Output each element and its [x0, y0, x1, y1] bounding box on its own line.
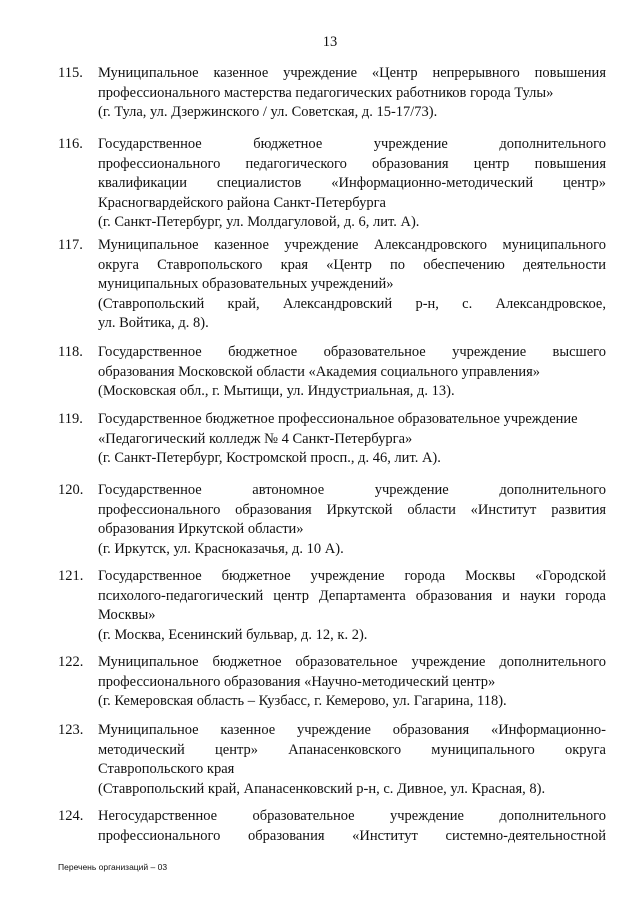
entry-line: Муниципальное казенное учреждение «Центр непрерывного повышения [98, 65, 606, 81]
entry-number: 115. [58, 65, 83, 81]
entry-line: Ставропольского края [98, 761, 235, 777]
entry-number: 124. [58, 808, 84, 824]
entry-line: Государственное автономное учреждение дополнительного [98, 482, 606, 498]
entry-line: (г. Санкт-Петербург, ул. Молдагуловой, д. 6, лит. А). [98, 214, 420, 230]
entry-line: профессионального педагогического образования центр повышения [98, 155, 606, 172]
page-number: 13 [322, 34, 338, 50]
entry-line: (Ставропольский край, Александровский р-н, с. Александровское, [98, 295, 606, 312]
entry-text [98, 236, 606, 334]
entry-line: профессионального образования Иркутской области «Институт развития [98, 501, 606, 518]
entry-line: Государственное бюджетное образовательное учреждение высшего [98, 344, 606, 360]
entry-line: ул. Войтика, д. 8). [98, 315, 209, 331]
entry-text [98, 343, 606, 402]
entry-line: (Московская обл., г. Мытищи, ул. Индустриальная, д. 13). [98, 383, 455, 399]
entry-line: Государственное бюджетное учреждение города Москвы «Городской [98, 568, 606, 584]
entry-line: (г. Санкт-Петербург, Костромской просп., д. 46, лит. А). [98, 450, 441, 466]
entry-line: (г. Тула, ул. Дзержинского / ул. Советская, д. 15-17/73). [98, 104, 438, 120]
entry-text [98, 410, 606, 469]
entry-line: образования Московской области «Академия социального управления» [98, 363, 541, 380]
entry-line: квалификации специалистов «Информационно-методический центр» [98, 175, 606, 191]
page-footer: Перечень организаций – 03 [58, 862, 168, 872]
entry-text [98, 807, 606, 846]
entry-line: Красногвардейского района Санкт-Петербурга [98, 194, 386, 211]
entry-line: профессионального образования «Научно-методический центр» [98, 673, 496, 690]
entry-line: Государственное бюджетное учреждение дополнительного [98, 136, 606, 152]
entry-line: профессионального образования «Институт системно-деятельностной [98, 827, 606, 844]
entry-line: Муниципальное казенное учреждение Александровского муниципального [98, 237, 606, 253]
entry-line: Москвы» [98, 607, 156, 623]
entry-number: 123. [58, 722, 84, 738]
entry-line: профессионального мастерства педагогических работников города Тулы» [98, 84, 554, 101]
entry-line: образования Иркутской области» [98, 521, 304, 537]
entry-number: 122. [58, 654, 84, 670]
entry-text [98, 135, 606, 233]
entry-line: муниципальных образовательных учреждений» [98, 276, 394, 292]
entry-number: 119. [58, 411, 83, 427]
entry-number: 118. [58, 344, 83, 360]
entry-line: «Педагогический колледж № 4 Санкт-Петербурга» [98, 430, 413, 447]
entry-line: округа Ставропольского края «Центр по обеспечению деятельности [98, 256, 606, 273]
entry-number: 121. [58, 568, 84, 584]
entry-line: Негосударственное образовательное учреждение дополнительного [98, 808, 606, 824]
entry-text [98, 653, 606, 712]
entry-text [98, 721, 606, 799]
entry-text [98, 64, 606, 123]
entry-line: методический центр» Апанасенковского муниципального округа [98, 741, 606, 758]
entry-number: 116. [58, 136, 83, 152]
entry-line: (г. Кемеровская область – Кузбасс, г. Кемерово, ул. Гагарина, 118). [98, 693, 507, 709]
entry-line: Государственное бюджетное профессиональное образовательное учреждение [98, 411, 578, 427]
entry-number: 120. [58, 482, 84, 498]
entry-line: (Ставропольский край, Апанасенковский р-н, с. Дивное, ул. Красная, 8). [98, 780, 546, 797]
entry-line: Муниципальное казенное учреждение образования «Информационно- [98, 722, 606, 738]
entry-number: 117. [58, 237, 83, 253]
entry-text [98, 567, 606, 645]
entry-line: психолого-педагогический центр Департамента образования и науки города [98, 587, 606, 604]
entry-line: (г. Иркутск, ул. Красноказачья, д. 10 А). [98, 540, 344, 557]
entry-line: (г. Москва, Есенинский бульвар, д. 12, к. 2). [98, 626, 368, 643]
entry-line: Муниципальное бюджетное образовательное учреждение дополнительного [98, 654, 606, 670]
entry-text [98, 481, 606, 559]
